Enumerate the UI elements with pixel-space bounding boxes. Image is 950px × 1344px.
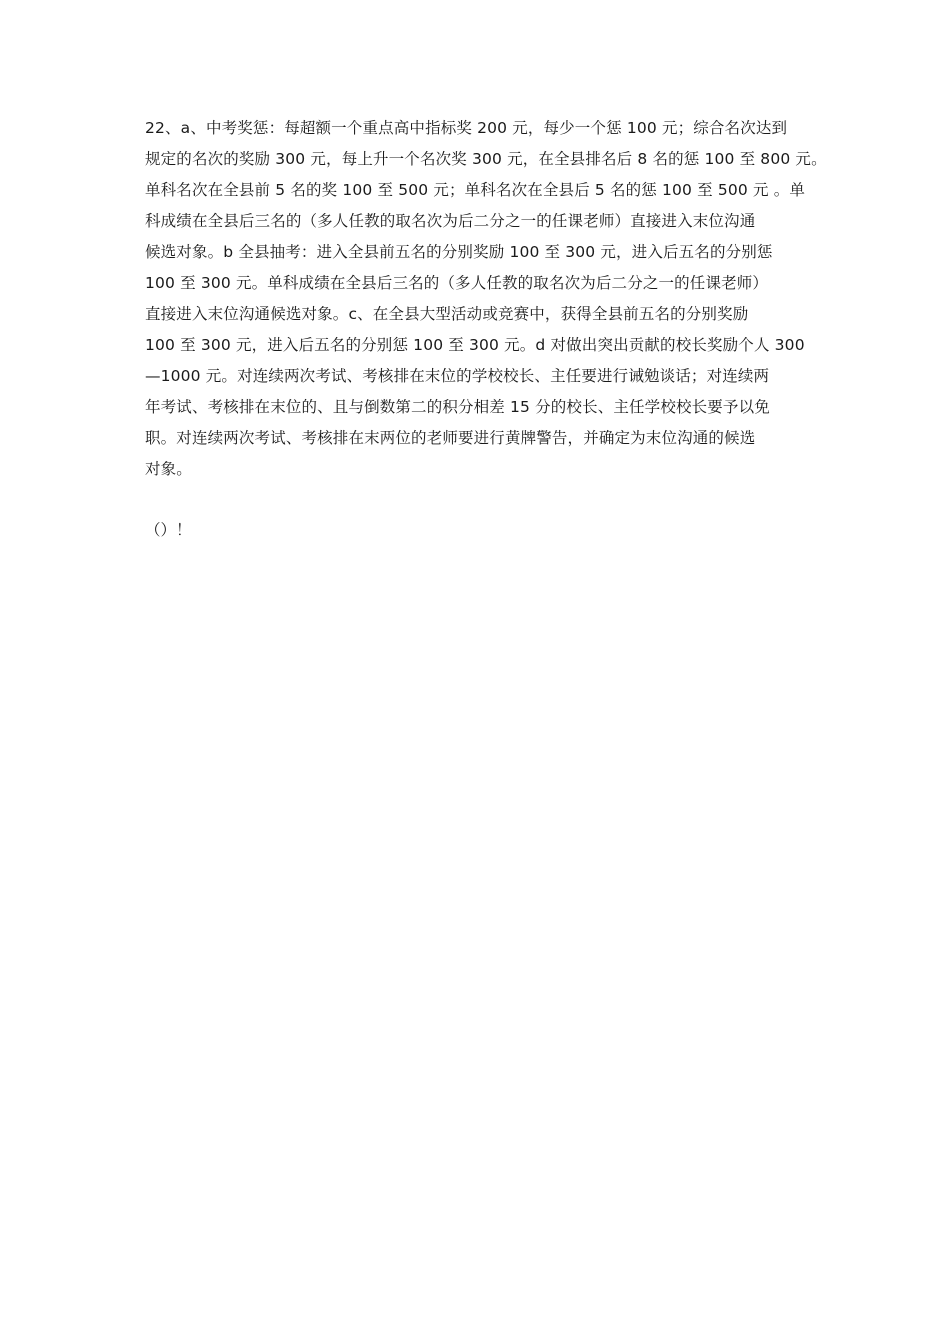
paragraph-line: 年考试、考核排在末位的、且与倒数第二的积分相差 15 分的校长、主任学校校长要予以免 [145, 398, 770, 416]
paragraph-line: 科成绩在全县后三名的（多人任教的取名次为后二分之一的任课老师）直接进入末位沟通 [145, 212, 756, 230]
paragraph-line: 直接进入末位沟通候选对象。c、在全县大型活动或竞赛中，获得全县前五名的分别奖励 [145, 305, 749, 323]
paragraph-line: 22、a、中考奖惩：每超额一个重点高中指标奖 200 元，每少一个惩 100 元；综合名次达到 [145, 119, 788, 137]
paragraph-22 [145, 113, 835, 485]
paragraph-line: 候选对象。b 全县抽考：进入全县前五名的分别奖励 100 至 300 元，进入后五名的分别惩 [145, 243, 773, 261]
paragraph-line: 100 至 300 元，进入后五名的分别惩 100 至 300 元。d 对做出突出贡献的校长奖励个人 300 [145, 336, 805, 354]
paragraph-line: 对象。 [145, 460, 192, 478]
paragraph-line: 职。对连续两次考试、考核排在末两位的老师要进行黄牌警告，并确定为末位沟通的候选 [145, 429, 756, 447]
paragraph-line: —1000 元。对连续两次考试、考核排在末位的学校校长、主任要进行诫勉谈话；对连续两 [145, 367, 770, 385]
paragraph-line: 规定的名次的奖励 300 元，每上升一个名次奖 300 元，在全县排名后 8 名的惩 100 至 800 元。 [145, 150, 827, 168]
paragraph-line: 单科名次在全县前 5 名的奖 100 至 500 元；单科名次在全县后 5 名的惩 100 至 500 元 。单 [145, 181, 806, 199]
closing-mark: （）！ [145, 521, 192, 539]
paragraph-line: 100 至 300 元。单科成绩在全县后三名的（多人任教的取名次为后二分之一的任课老师） [145, 274, 769, 292]
